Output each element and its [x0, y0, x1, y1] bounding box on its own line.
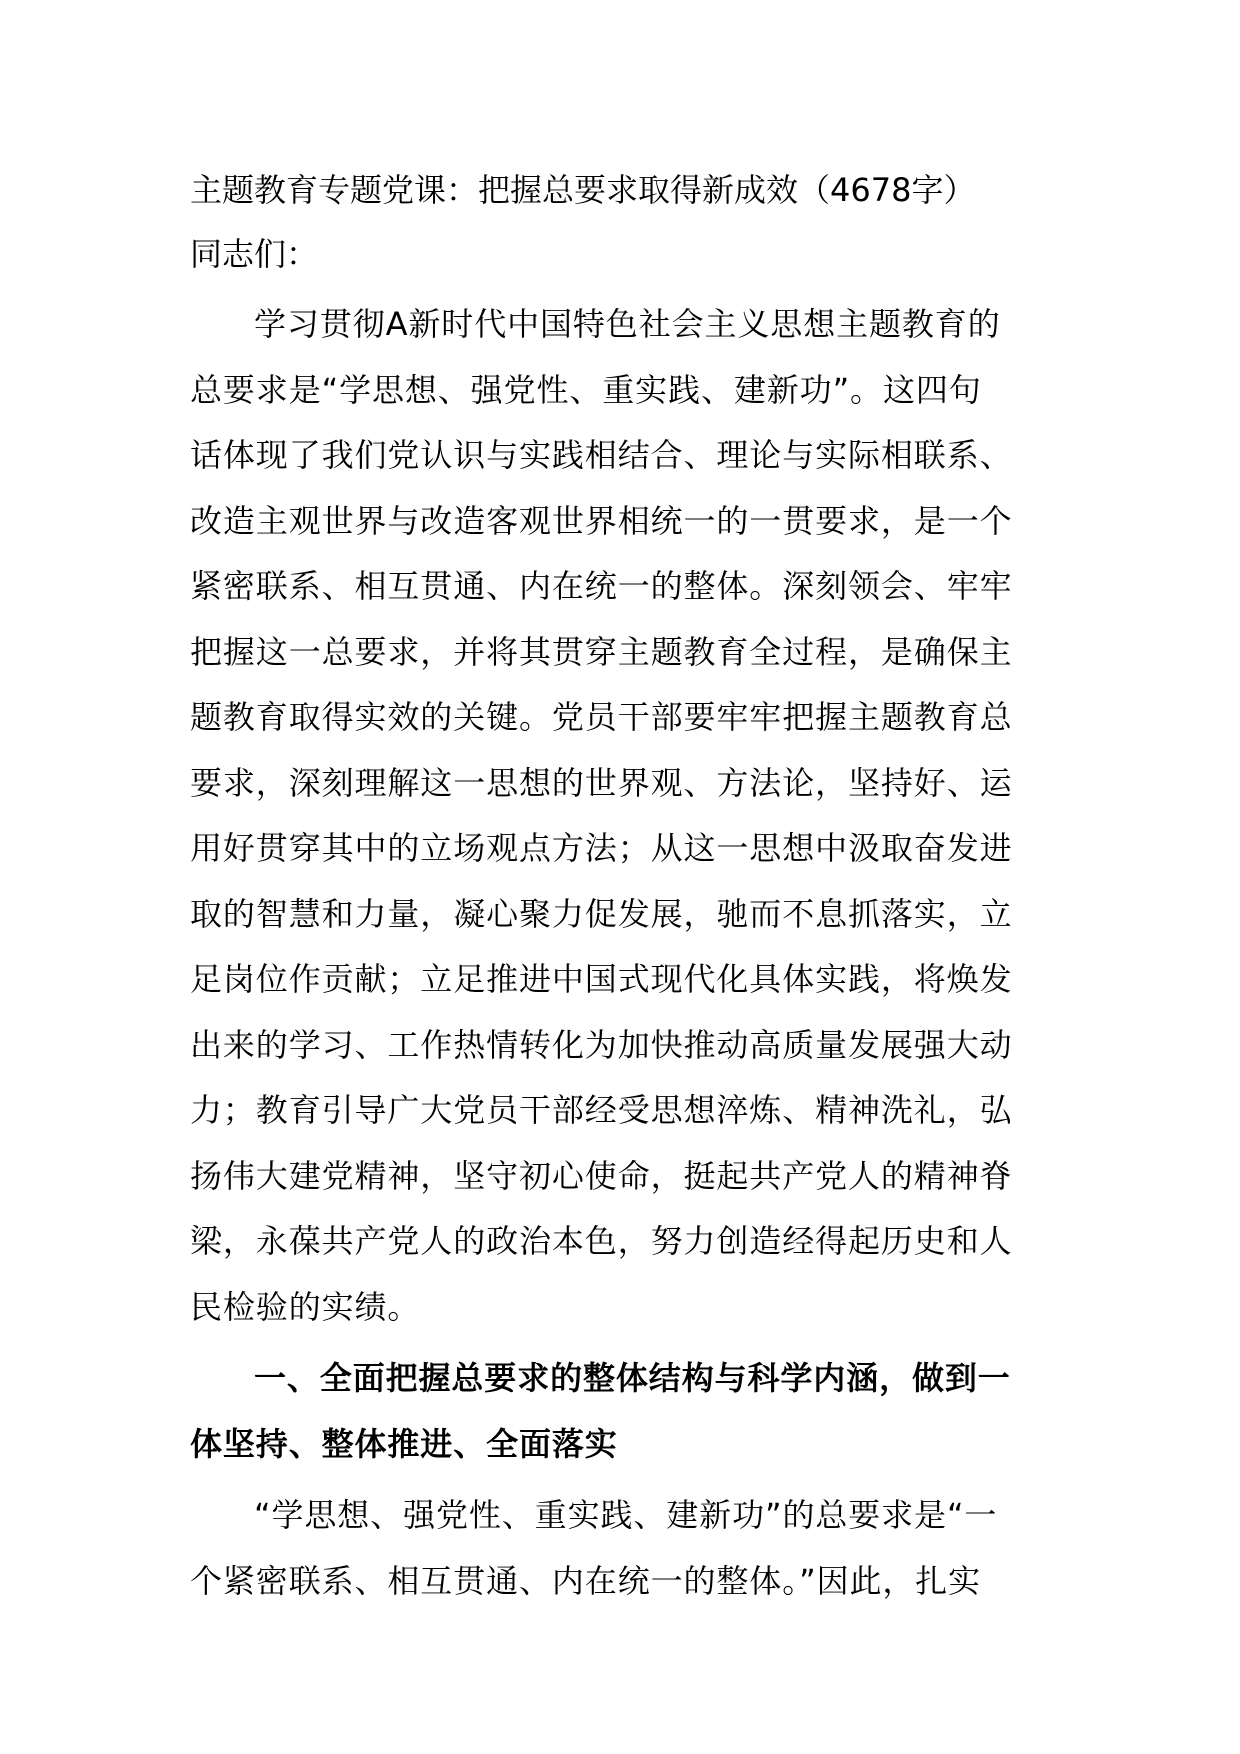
heading-line: 体坚持、整体推进、全面落实	[190, 1424, 618, 1463]
paragraph-line: 题教育取得实效的关键。党员干部要牢牢把握主题教育总	[190, 698, 1013, 736]
paragraph-line: 取的智慧和力量，凝心聚力促发展，驰而不息抓落实，立	[190, 894, 1013, 933]
paragraph-line: 扬伟大建党精神，坚守初心使命，挺起共产党人的精神脊	[190, 1156, 1013, 1195]
paragraph-line: 梁，永葆共产党人的政治本色，努力创造经得起历史和人	[190, 1222, 1013, 1260]
heading-line: 一、全面把握总要求的整体结构与科学内涵，做到一	[254, 1359, 1011, 1397]
paragraph-line: 学习贯彻A新时代中国特色社会主义思想主题教育的	[254, 305, 1001, 343]
paragraph-line: 改造主观世界与改造客观世界相统一的一贯要求，是一个	[190, 501, 1013, 540]
paragraph-section-one	[190, 1483, 1052, 1614]
paragraph-line: 总要求是“学思想、强党性、重实践、建新功”。这四句	[190, 370, 982, 409]
paragraph-line: 要求，深刻理解这一思想的世界观、方法论，坚持好、运	[190, 763, 1013, 802]
paragraph-line: 力；教育引导广大党员干部经受思想淬炼、精神洗礼，弘	[190, 1091, 1013, 1129]
paragraph-line: 用好贯穿其中的立场观点方法；从这一思想中汲取奋发进	[190, 829, 1013, 867]
paragraph-line: 把握这一总要求，并将其贯穿主题教育全过程，是确保主	[190, 632, 1013, 671]
paragraph-intro	[190, 292, 1052, 1340]
paragraph-line: 足岗位作贡献；立足推进中国式现代化具体实践，将焕发	[190, 960, 1013, 998]
paragraph-line: 个紧密联系、相互贯通、内在统一的整体。”因此，扎实	[190, 1561, 982, 1600]
paragraph-line: 紧密联系、相互贯通、内在统一的整体。深刻领会、牢牢	[190, 567, 1013, 605]
document-body	[190, 158, 1052, 1614]
document-title: 主题教育专题党课：把握总要求取得新成效（4678字）	[190, 171, 976, 209]
section-heading	[190, 1346, 1052, 1477]
paragraph-line: 民检验的实绩。	[190, 1287, 421, 1326]
paragraph-line: “学思想、强党性、重实践、建新功”的总要求是“一	[254, 1496, 998, 1534]
salutation: 同志们：	[190, 235, 319, 273]
paragraph-line: 出来的学习、工作热情转化为加快推动高质量发展强大动	[190, 1025, 1013, 1064]
paragraph-line: 话体现了我们党认识与实践相结合、理论与实际相联系、	[190, 436, 1013, 474]
